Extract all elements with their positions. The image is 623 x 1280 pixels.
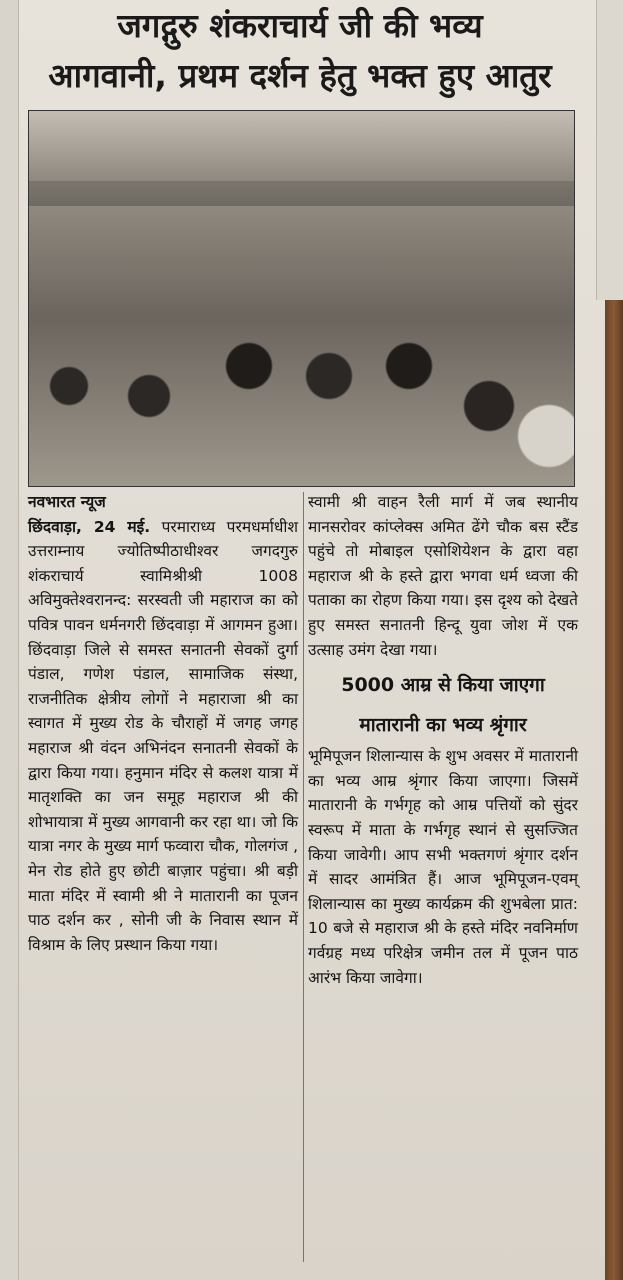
crowd-photo <box>28 110 575 487</box>
building-awning <box>29 111 574 181</box>
crowd-people <box>29 206 574 486</box>
headline-line-1: जगद्गुरु शंकराचार्य जी की भव्य <box>117 6 483 45</box>
dateline: छिंदवाड़ा, 24 मई. <box>28 517 151 536</box>
headline-line-2: आगवानी, प्रथम दर्शन हेतु भक्त हुए आतुर <box>48 56 552 95</box>
adjacent-page-edge <box>0 0 19 1280</box>
subheading-2: मातारानी का भव्य श्रृंगार <box>359 714 527 737</box>
left-column <box>28 490 298 957</box>
subheading-1: 5000 आम्र से किया जाएगा <box>341 674 545 697</box>
right-para-2: भूमिपूजन शिलान्यास के शुभ अवसर में मातारानी का भव्य आम्र श्रृंगार किया जाएगा। जिसमें मातारानी के गर्भगृह को आम्र पत्तियों को सुंदर स्वरूप में माता के गर्भगृह स्थानं से सुसज्जित किया जावेगी। आप सभी भक्तगणं श्रृंगार दर्शन में सादर आमंत्रित हैं। आज भूमिपूजन-एवम् शिलान्यास का मुख्य कार्यक्रम की शुभबेला प्रात: 10 बजे से महाराज श्री के हस्ते मंदिर नवनिर्माण गर्वग्रह मध्य परिक्षेत्र जमीन तल में पूजन पाठ आरंभ किया जावेगा। <box>308 747 578 987</box>
left-body-text: परमाराध्य परमधर्माधीश उत्तराम्नाय ज्योतिष्पीठाधीश्वर जगदगुरु शंकराचार्य स्वामिश्रीश्री 1008 अविमुक्तेश्वरानन्द: सरस्वती जी महाराज का को पवित्र पावन धर्मनगरी छिंदवाड़ा में आगमन हुआ। छिंदवाड़ा जिले से समस्त सनातनी सेवकों दुर्गा पंडाल, गणेश पंडाल, सामाजिक संस्था, राजनीतिक क्षेत्रीय लोगों ने महाराजा श्री का स्वागत में मुख्य रोड के चौराहों में जगह जगह महाराज श्री वंदन अभिनंदन सनातनी सेवकों के द्वारा किया गया। हनुमान मंदिर से कलश यात्रा में मातृशक्ति का जन समूह महाराज श्री की शोभायात्रा में मुख्य आगवानी कर रहा था। जो कि यात्रा नगर के मुख्य मार्ग फव्वारा चौक, गोलगंज , मेन रोड होते हुए छोटी बाज़ार पहुंचा। श्री बड़ी माता मंदिर में स्वामी श्री ने मातारानी का पूजन पाठ दर्शन कर , सोनी जी के निवास स्थान में विश्राम के लिए प्रस्थान किया गया। <box>28 517 298 954</box>
wood-background <box>605 300 623 1280</box>
right-para-1: स्वामी श्री वाहन रैली मार्ग में जब स्थानीय मानसरोवर कांप्लेक्स अमित ढेंगे चौक बस स्टैंड पहुंचे तो मोबाइल एसोशियेशन के द्वारा वहा महाराज श्री के हस्ते द्वारा भगवा धर्म ध्वजा की पताका का रोहण किया गया। इस दृश्य को देखते हुए समस्त सनातनी हिन्दू युवा जोश में एक उत्साह उमंग देखा गया। <box>308 493 578 659</box>
left-body <box>28 515 298 958</box>
adjacent-page-right <box>596 0 623 300</box>
right-column <box>308 490 578 990</box>
column-divider <box>303 492 304 1262</box>
news-credit: नवभारत न्यूज <box>28 493 106 511</box>
